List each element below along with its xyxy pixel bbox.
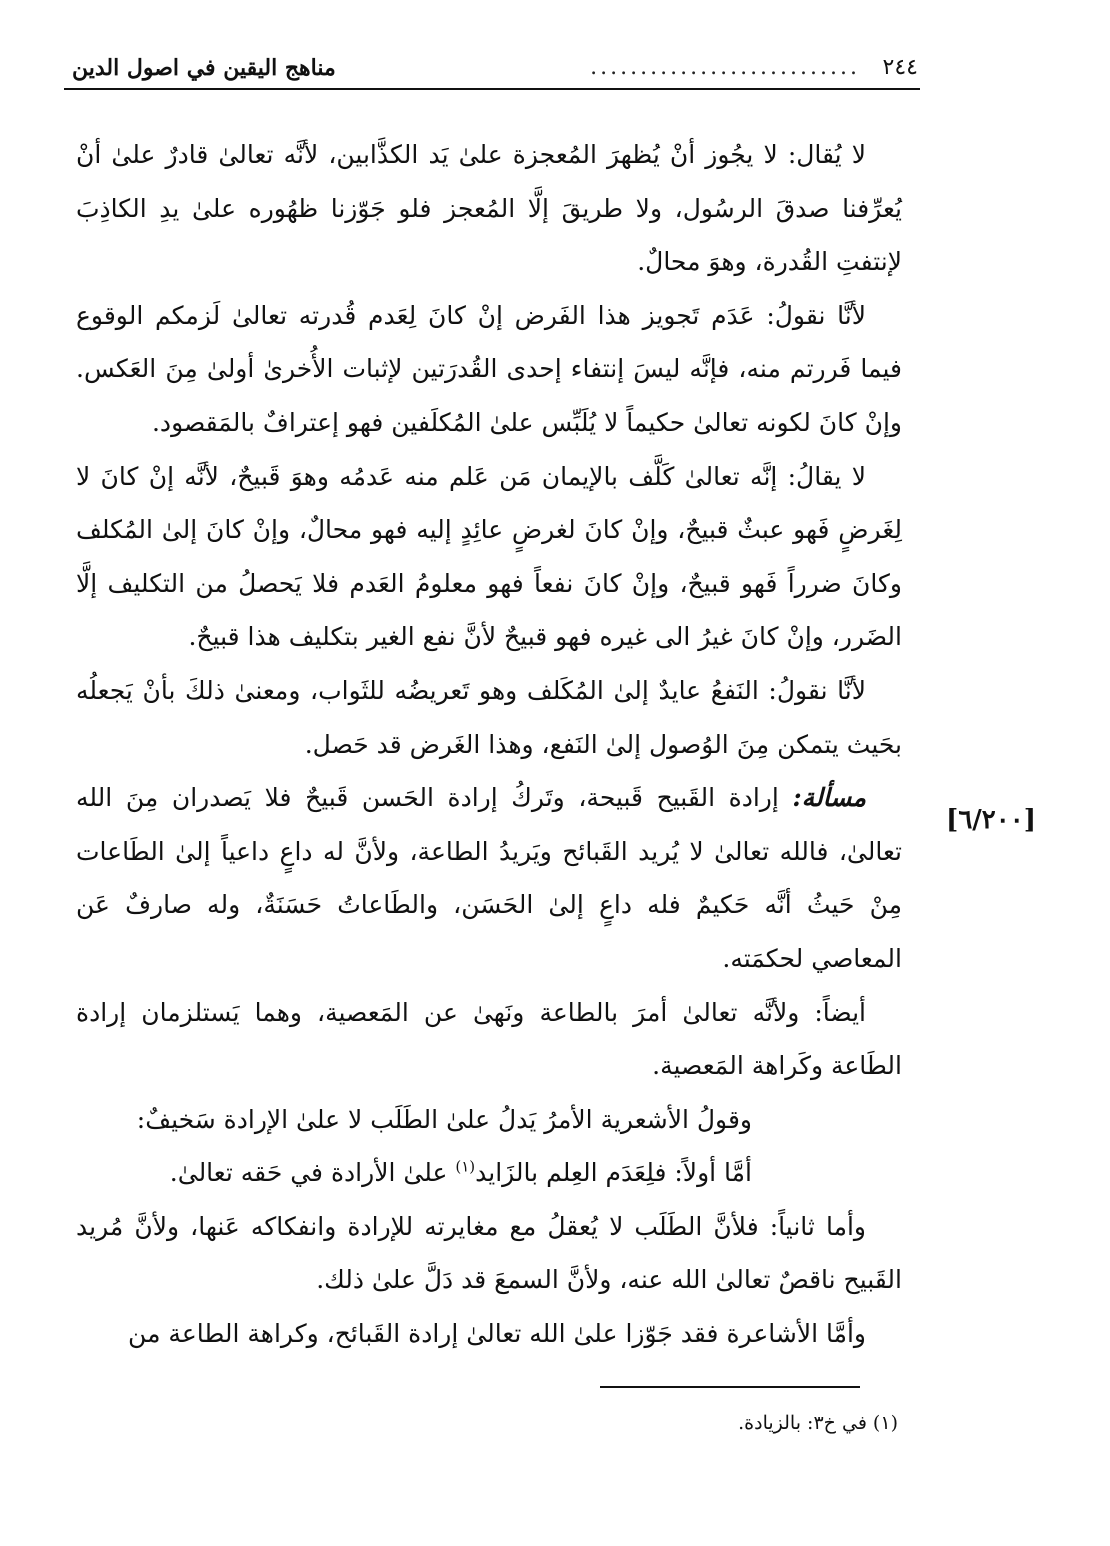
- paragraph-text: وأمَّا الأشاعرة فقد جَوّزا علىٰ الله تعالىٰ إرادة القَبائح، وكراهة الطاعة من: [128, 1319, 866, 1349]
- paragraph-issue-will: [76, 771, 902, 985]
- paragraph-text: لا يُقال: لا يجُوز أنْ يُظهرَ المُعجزة علىٰ يَد الكذَّابين، لأنَّه تعالىٰ قادرٌ علىٰ أنْ يُعرِّفنا صدقَ الرسُول، ولا طريقَ إلَّا المُعجز فلو جَوّزنا ظهُوره علىٰ يدِ الكاذِبَ لإنتفتِ القُدرة، وهوَ محالٌ.: [76, 140, 902, 277]
- margin-reference: [٦/٢٠٠]: [946, 805, 1036, 835]
- paragraph-ashari-claim: [76, 1093, 902, 1147]
- paragraph-text: وأما ثانياً: فلأنَّ الطَلَب لا يُعقلُ مع مغايرته للإرادة وانفكاكه عَنها، ولأنَّ مُريد القَبيح ناقصٌ تعالىٰ الله عنه، ولأنَّ السمعَ قد دَلَّ علىٰ ذلك.: [76, 1211, 902, 1295]
- paragraph-text: أمَّا أولاً: فلِعَدَم العِلم بالزَايد: [475, 1158, 752, 1188]
- issue-label: مسألة:: [792, 783, 866, 813]
- running-header: [72, 50, 918, 86]
- footnote-rule: [600, 1386, 860, 1388]
- header-dot-leader: ...........................: [590, 55, 860, 80]
- paragraph-asharis: [76, 1307, 902, 1361]
- paragraph-text: لا يقالُ: إنَّه تعالىٰ كَلَّف بالإيمان مَن عَلم منه عَدمُه وهوَ قَبيحٌ، لأنَّه إنْ كانَ لا لِغَرضٍ فَهو عبثٌ قبيحٌ، وإنْ كانَ لغرضٍ عائِدٍ إليه فهو محالٌ، وإنْ كانَ إلىٰ المُكلف وكانَ ضرراً فَهو قبيحٌ، وإنْ كانَ نفعاً فهو معلومُ العَدم فلا يَحصلُ من التكليف إلَّا الضَرر، وإنْ كانَ غيرُ الى غيره فهو قبيحٌ لأنَّ نفع الغير بتكليف هذا قبيحٌ.: [76, 461, 902, 652]
- page-number: ٢٤٤: [882, 55, 918, 80]
- paragraph-reply-obligation: [76, 664, 902, 771]
- paragraph-also: [76, 986, 902, 1093]
- paragraph-text: علىٰ الأرادة في حَقه تعالىٰ.: [169, 1158, 456, 1188]
- paragraph-objection-miracle: [76, 128, 902, 289]
- paragraph-text: لأنَّا نقولُ: عَدَم تَجويز هذا الفَرض إنْ كانَ لِعَدم قُدرته تعالىٰ لَزمكم الوقوع فيما فَررتم منه، فإنَّه ليسَ إنتفاء إحدى القُدرَتين لإثبات الأُخرىٰ أولىٰ مِنَ العَكس. وإنْ كانَ لكونه تعالىٰ حكيماً لا يُلَبِّس علىٰ المُكلَفين فهو إعترافٌ بالمَقصود.: [76, 300, 902, 437]
- footnote-reference: (١): [455, 1157, 476, 1176]
- header-rule: [64, 88, 920, 90]
- book-title: مناهج اليقين في اصول الدين: [72, 55, 336, 81]
- paragraph-reply-miracle: [76, 289, 902, 450]
- paragraph-second-reason: [76, 1200, 902, 1307]
- paragraph-first-reason: [76, 1146, 902, 1200]
- body-text: [76, 128, 902, 1361]
- paragraph-text: وقولُ الأشعرية الأمرُ يَدلُ علىٰ الطَلَب لا علىٰ الإرادة سَخيفٌ:: [136, 1104, 752, 1134]
- paragraph-objection-obligation: [76, 450, 902, 664]
- paragraph-text: إرادة القَبيح قَبيحة، وتَركُ إرادة الحَسن قَبيحٌ فلا يَصدران مِنَ الله تعالىٰ، فالله تعالىٰ لا يُريد القَبائح ويَريدُ الطاعة، ولأنَّ له داعٍ داعياً إلىٰ الطَاعات مِنْ حَيثُ أنَّه حَكيمٌ فله داعٍ إلىٰ الحَسَن، والطَاعاتُ حَسَنَةٌ، وله صارفٌ عَن المعاصي لحكمَته.: [76, 783, 902, 973]
- paragraph-text: أيضاً: ولأنَّه تعالىٰ أمرَ بالطاعة ونَهىٰ عن المَعصية، وهما يَستلزمان إرادة الطَاعة وكَراهة المَعصية.: [76, 997, 902, 1081]
- footnote: (١) في خ٣: بالزيادة.: [738, 1412, 898, 1434]
- paragraph-text: لأنَّا نقولُ: النَفعُ عايدٌ إلىٰ المُكَلف وهو تَعريضُه للثَواب، ومعنىٰ ذلكَ بأنْ يَجعلُه بحَيث يتمكن مِنَ الوُصول إلىٰ النَفع، وهذا الغَرض قد حَصل.: [76, 675, 902, 759]
